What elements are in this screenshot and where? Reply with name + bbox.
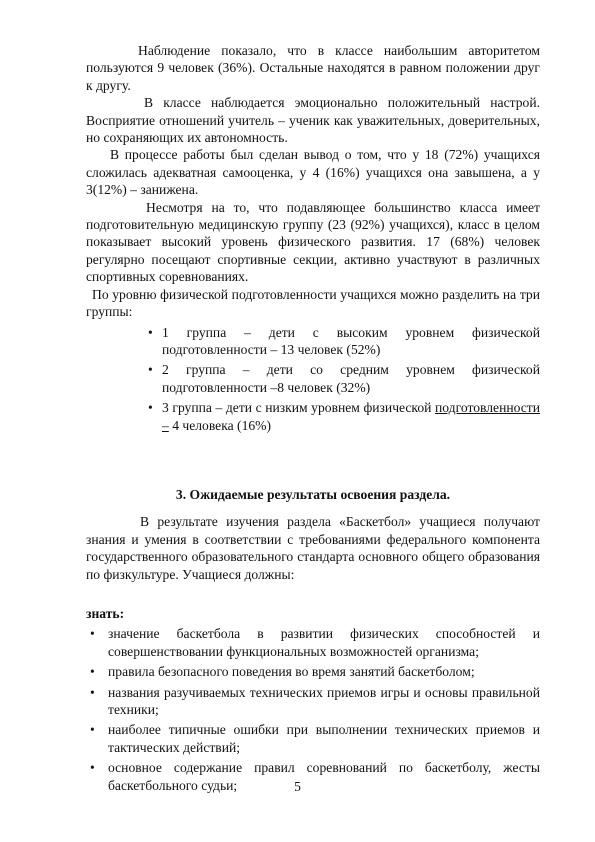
know-list — [86, 625, 540, 794]
bullet-icon: • — [148, 324, 153, 340]
know-item-text: значение баскетбола в развитии физических способностей и совершенствовании функциональных возможностей организма; — [108, 626, 540, 659]
bullet-icon: • — [148, 362, 153, 378]
know-item-text: названия разучиваемых технических приемов игры и основы правильной техники; — [108, 684, 540, 717]
list-item — [148, 324, 540, 359]
group-text: 2 группа – дети со средним уровнем физической подготовленности –8 человек (32%) — [162, 362, 540, 395]
bullet-icon: • — [90, 684, 95, 700]
bullet-icon: • — [90, 664, 95, 680]
section-heading: 3. Ожидаемые результаты освоения раздела. — [175, 486, 451, 502]
list-item — [86, 625, 540, 660]
list-item — [148, 361, 540, 396]
group-text-tail: 4 человека (16%) — [168, 417, 272, 433]
paragraph-self-esteem: В процессе работы был сделан вывод о том, что у 18 (72%) учащихся сложилась адекватная самооценка, у 4 (16%) учащихся она завышена, а у 3(12%) – занижена. — [86, 147, 540, 198]
know-item-text: правила безопасного поведения во время занятий баскетболом; — [108, 664, 475, 680]
paragraph-groups-intro: По уровню физической подготовленности учащихся можно разделить на три группы: — [86, 286, 540, 320]
list-item — [86, 663, 540, 680]
list-item — [148, 399, 540, 434]
paragraph-authority: Наблюдение показало, что в классе наибольшим авторитетом пользуются 9 человек (36%). Остальные находятся в равном положении друг к другу. — [86, 43, 540, 93]
paragraph-mood: В классе наблюдается эмоционально положительный настрой. Восприятие отношений учитель – ученик как уважительных, доверительных, но сохраняющих их автономность. — [86, 95, 540, 146]
page-number: 5 — [294, 779, 301, 794]
know-label: знать: — [86, 605, 125, 621]
document-page — [86, 42, 540, 797]
list-item — [86, 721, 540, 756]
bullet-icon: • — [148, 400, 153, 416]
know-item-text: наиболее типичные ошибки при выполнении технических приемов и тактических действий; — [108, 722, 540, 755]
paragraph-physical-development: Несмотря на то, что подавляющее большинство класса имеет подготовительную медицинскую группу (23 (92%) учащихся), класс в целом показывает высокий уровень физического развития. 17 (68%) человек регулярно посещают спортивные секции, активно участвуют в различных спортивных соревнованиях. — [86, 199, 540, 285]
group-text-underlined: подготовленности – — [162, 400, 540, 433]
list-item — [86, 684, 540, 719]
section-intro: В результате изучения раздела «Баскетбол» учащиеся получают знания и умения в соответствии с требованиями федерального компонента государственного образовательного стандарта основного общего образования по физкультуре. Учащиеся должны: — [86, 514, 540, 582]
bullet-icon: • — [90, 760, 95, 776]
group-text: 1 группа – дети с высоким уровнем физической подготовленности – 13 человек (52%) — [162, 324, 540, 357]
bullet-icon: • — [90, 722, 95, 738]
know-item-text: основное содержание правил соревнований по баскетболу, жесты баскетбольного судьи; — [108, 760, 540, 793]
bullet-icon: • — [90, 626, 95, 642]
groups-list — [148, 324, 540, 434]
group-text: 3 группа – дети с низким уровнем физической — [162, 400, 432, 416]
